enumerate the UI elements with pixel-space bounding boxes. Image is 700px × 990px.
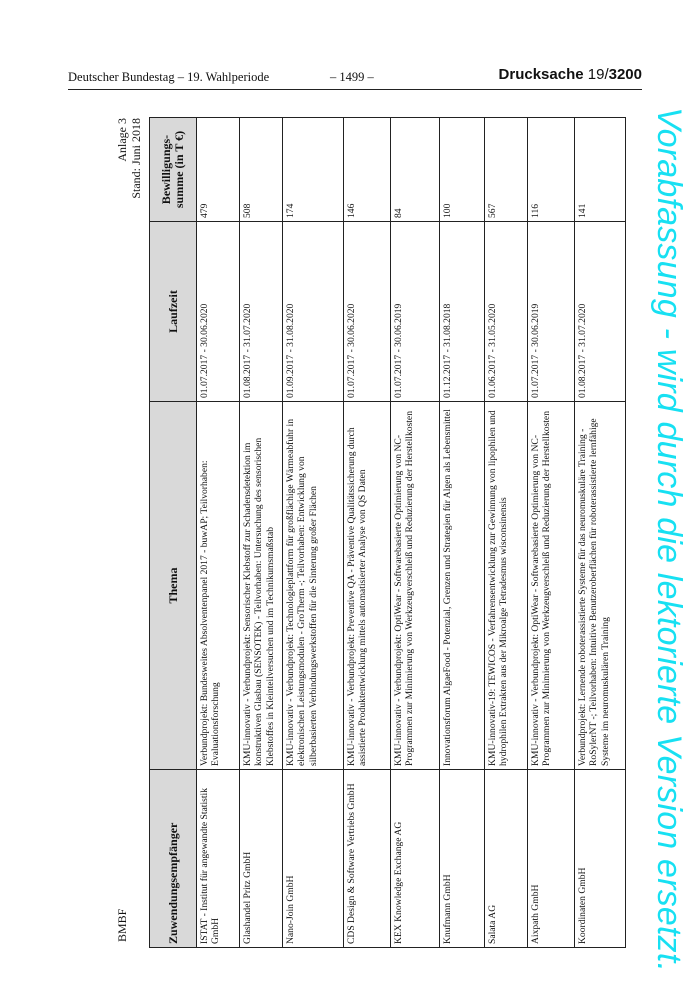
annex-info: [115, 118, 143, 199]
duration-cell: 01.12.2017 - 31.08.2018: [440, 222, 485, 402]
amount-cell: 567: [485, 118, 528, 222]
topic-cell: KMU-innovativ - Verbundprojekt: OptiWear - Softwarebasierte Optimierung von NC-Programmen zur Minimierung von Werkzeugverschleiß und Reduzierung der Herstellkosten: [528, 402, 575, 770]
header-parliament: Deutscher Bundestag – 19. Wahlperiode: [68, 70, 270, 84]
amount-cell: 174: [283, 118, 344, 222]
duration-cell: 01.06.2017 - 31.05.2020: [485, 222, 528, 402]
duration-cell: 01.08.2017 - 31.07.2020: [575, 222, 626, 402]
table-row: [197, 118, 240, 948]
topic-cell: Verbundprojekt: Bundesweites Absolventenpanel 2017 - buwAP; Teilvorhaben: Evaluationsforschung: [197, 402, 240, 770]
grants-table: [149, 117, 626, 948]
duration-cell: 01.09.2017 - 31.08.2020: [283, 222, 344, 402]
drucksache-label: Drucksache: [498, 66, 584, 83]
amount-cell: 116: [528, 118, 575, 222]
annex-label: Anlage 3: [115, 118, 129, 162]
amount-cell: 479: [197, 118, 240, 222]
topic-cell: Verbundprojekt: Lernende roboterassistierte Systeme für das neuromuskuläre Training - RoSylerNT -; Teilvorhaben: Intuitive Benutzeroberflächen für roboterassistierte lernfähige Systeme im neuromuskulären Training: [575, 402, 626, 770]
recipient-cell: Nano-Join GmbH: [283, 770, 344, 948]
recipient-cell: Knufmann GmbH: [440, 770, 485, 948]
header-rule: [68, 89, 642, 90]
topic-cell: KMU-innovativ-19: TEWICOS - Verfahrensentwicklung zur Gewinnung von lipophilen und hydrophilen Extrakten aus der Mikroalge Tetradesmus wisconsinensis: [485, 402, 528, 770]
drucksache-prefix: 19/: [587, 66, 609, 83]
recipient-cell: Aixpath GmbH: [528, 770, 575, 948]
duration-cell: 01.07.2017 - 30.06.2019: [391, 222, 440, 402]
table-row: [485, 118, 528, 948]
table-row: [391, 118, 440, 948]
recipient-cell: Glashandel Pritz GmbH: [240, 770, 283, 948]
drucksache-number: 3200: [608, 66, 642, 83]
recipient-cell: CDS Design & Software Vertriebs GmbH: [344, 770, 391, 948]
amount-cell: 508: [240, 118, 283, 222]
duration-cell: 01.07.2017 - 30.06.2019: [528, 222, 575, 402]
rotated-table-page: [115, 118, 675, 948]
ministry-label: BMBF: [115, 908, 129, 942]
column-header-recipient: Zuwendungsempfänger: [150, 770, 197, 948]
duration-cell: 01.07.2017 - 30.06.2020: [197, 222, 240, 402]
table-row: [283, 118, 344, 948]
table-row: [528, 118, 575, 948]
amount-cell: 141: [575, 118, 626, 222]
header-drucksache: [499, 66, 642, 83]
table-row: [575, 118, 626, 948]
recipient-cell: KEX Knowledge Exchange AG: [391, 770, 440, 948]
table-row: [344, 118, 391, 948]
recipient-cell: Koordinaten GmbH: [575, 770, 626, 948]
topic-cell: Innovationsforum AlgaeFood - Potenzial, Grenzen und Strategien für Algen als Lebensmittel: [440, 402, 485, 770]
draft-watermark: Vorabfassung - wird durch die lektorierte Version ersetzt.: [650, 107, 688, 973]
amount-cell: 100: [440, 118, 485, 222]
table-header-row: [150, 118, 197, 948]
column-header-duration: Laufzeit: [150, 222, 197, 402]
header-page-number: – 1499 –: [330, 70, 374, 84]
table-row: [240, 118, 283, 948]
recipient-cell: ISTAT - Institut für angewandte Statistik GmbH: [197, 770, 240, 948]
topic-cell: KMU-innovativ - Verbundprojekt: Preventive QA - Präventive Qualitätssicherung durch assistierte Produktentwicklung mittels automatisierter Analyse von QS Daten: [344, 402, 391, 770]
topic-cell: KMU-innovativ - Verbundprojekt: Sensorischer Klebstoff zur Schadensdetektion im konstruktiven Glasbau (SENSOTEK) - Teilvorhaben: Untersuchung des sensorischen Klebstoffes in Kleinteilversuchen und im Technikumsmaßstab: [240, 402, 283, 770]
topic-cell: KMU-innovativ - Verbundprojekt: OptiWear - Softwarebasierte Optimierung von NC-Programmen zur Minimierung von Werkzeugverschleiß und Reduzierung der Herstellkosten: [391, 402, 440, 770]
topic-cell: KMU-innovativ - Verbundprojekt: Technologieplattform für großflächige Wärmeabfuhr in elektronischen Leistungsmodulen - GroTherm -; Teilvorhaben: Entwicklung von silberbasierten Verbindungswerkstoffen für die Sinterung großer Flächen: [283, 402, 344, 770]
recipient-cell: Salata AG: [485, 770, 528, 948]
status-date: Stand: Juni 2018: [129, 118, 143, 199]
column-header-topic: Thema: [150, 402, 197, 770]
amount-cell: 146: [344, 118, 391, 222]
column-header-amount: Bewilligungs-summe (in T €): [150, 118, 197, 222]
duration-cell: 01.07.2017 - 30.06.2020: [344, 222, 391, 402]
amount-cell: 84: [391, 118, 440, 222]
duration-cell: 01.08.2017 - 31.07.2020: [240, 222, 283, 402]
table-row: [440, 118, 485, 948]
